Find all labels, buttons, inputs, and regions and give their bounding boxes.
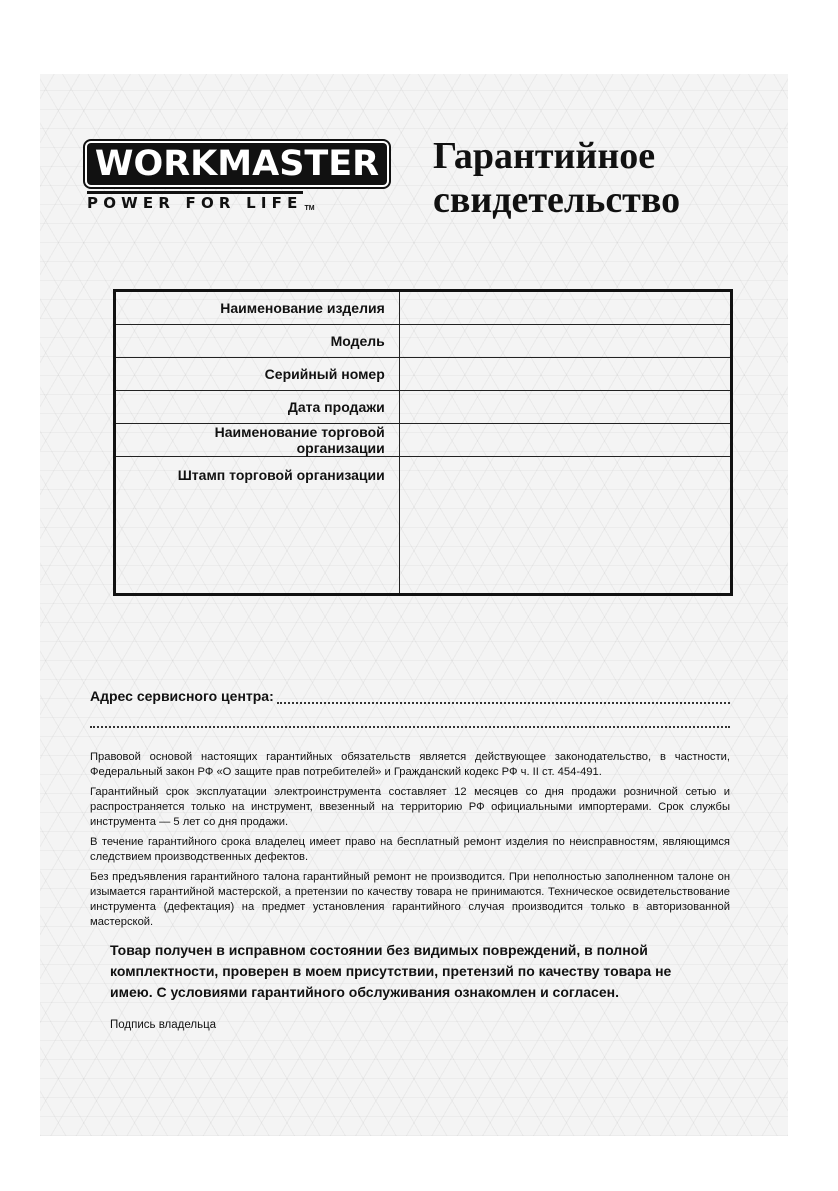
address-label: Адрес сервисного центра: <box>90 688 274 704</box>
model-field[interactable] <box>399 325 731 358</box>
serial-number-field[interactable] <box>399 358 731 391</box>
terms-paragraph: Правовой основой настоящих гарантийных обязательств является действующее законодательство, в частности, Федеральный закон РФ «О защите прав потребителей» и Гражданский кодекс РФ ч. II ст. 454-491. <box>90 751 730 778</box>
field-label: Наименование торговой организации <box>115 424 400 457</box>
field-label: Наименование изделия <box>115 291 400 325</box>
form-row-model <box>115 325 732 358</box>
terms-paragraph: Гарантийный срок эксплуатации электроинструмента составляет 12 месяцев со дня продажи розничной сетью и распространяется только на инструмент, ввезенный на территорию РФ официальными импортерами. Срок службы инструмента — 5 лет со дня продажи. <box>90 786 730 828</box>
field-label: Штамп торговой организации <box>115 457 400 595</box>
brand-tagline: POWER FOR LIFE <box>87 191 303 212</box>
form-row-product-name <box>115 291 732 325</box>
address-row <box>90 684 730 704</box>
acceptance-statement: Товар получен в исправном состоянии без видимых повреждений, в полной комплектности, проверен в моем присутствии, претензий по качеству товара не имею. С условиями гарантийного обслуживания ознакомлен и согласен. <box>110 942 672 1000</box>
trademark-mark: TM <box>304 205 315 212</box>
sale-date-field[interactable] <box>399 391 731 424</box>
form-row-sale-date <box>115 391 732 424</box>
seller-stamp-field[interactable] <box>399 457 731 595</box>
form-row-seller <box>115 424 732 457</box>
address-fill-line-2[interactable] <box>90 712 730 728</box>
seller-name-field[interactable] <box>399 424 731 457</box>
document-title <box>433 134 783 222</box>
warranty-form-table <box>113 289 733 596</box>
brand-name: WORKMASTER <box>87 143 387 185</box>
owner-signature-label: Подпись владельца <box>110 1019 217 1031</box>
field-label: Модель <box>115 325 400 358</box>
service-address <box>90 684 730 728</box>
form-row-serial <box>115 358 732 391</box>
warranty-terms <box>90 750 730 935</box>
title-line-2: свидетельство <box>433 179 681 221</box>
brand-tagline-row <box>87 191 393 212</box>
form-row-stamp <box>115 457 732 595</box>
title-line-1: Гарантийное <box>433 135 656 177</box>
terms-paragraph: В течение гарантийного срока владелец имеет право на бесплатный ремонт изделия по неисправностям, являющимся следствием производственных дефектов. <box>90 836 730 863</box>
product-name-field[interactable] <box>399 291 731 325</box>
field-label: Дата продажи <box>115 391 400 424</box>
address-fill-line[interactable] <box>277 688 730 704</box>
brand-logo <box>87 143 393 212</box>
terms-paragraph: Без предъявления гарантийного талона гарантийный ремонт не производится. При неполностью заполненном талоне он изымается гарантийной мастерской, а претензии по качеству товара не принимаются. Техническое освидетельствование инструмента (дефектация) на предмет установления гарантийного случая производится только в авторизованной мастерской. <box>90 871 730 928</box>
field-label: Серийный номер <box>115 358 400 391</box>
